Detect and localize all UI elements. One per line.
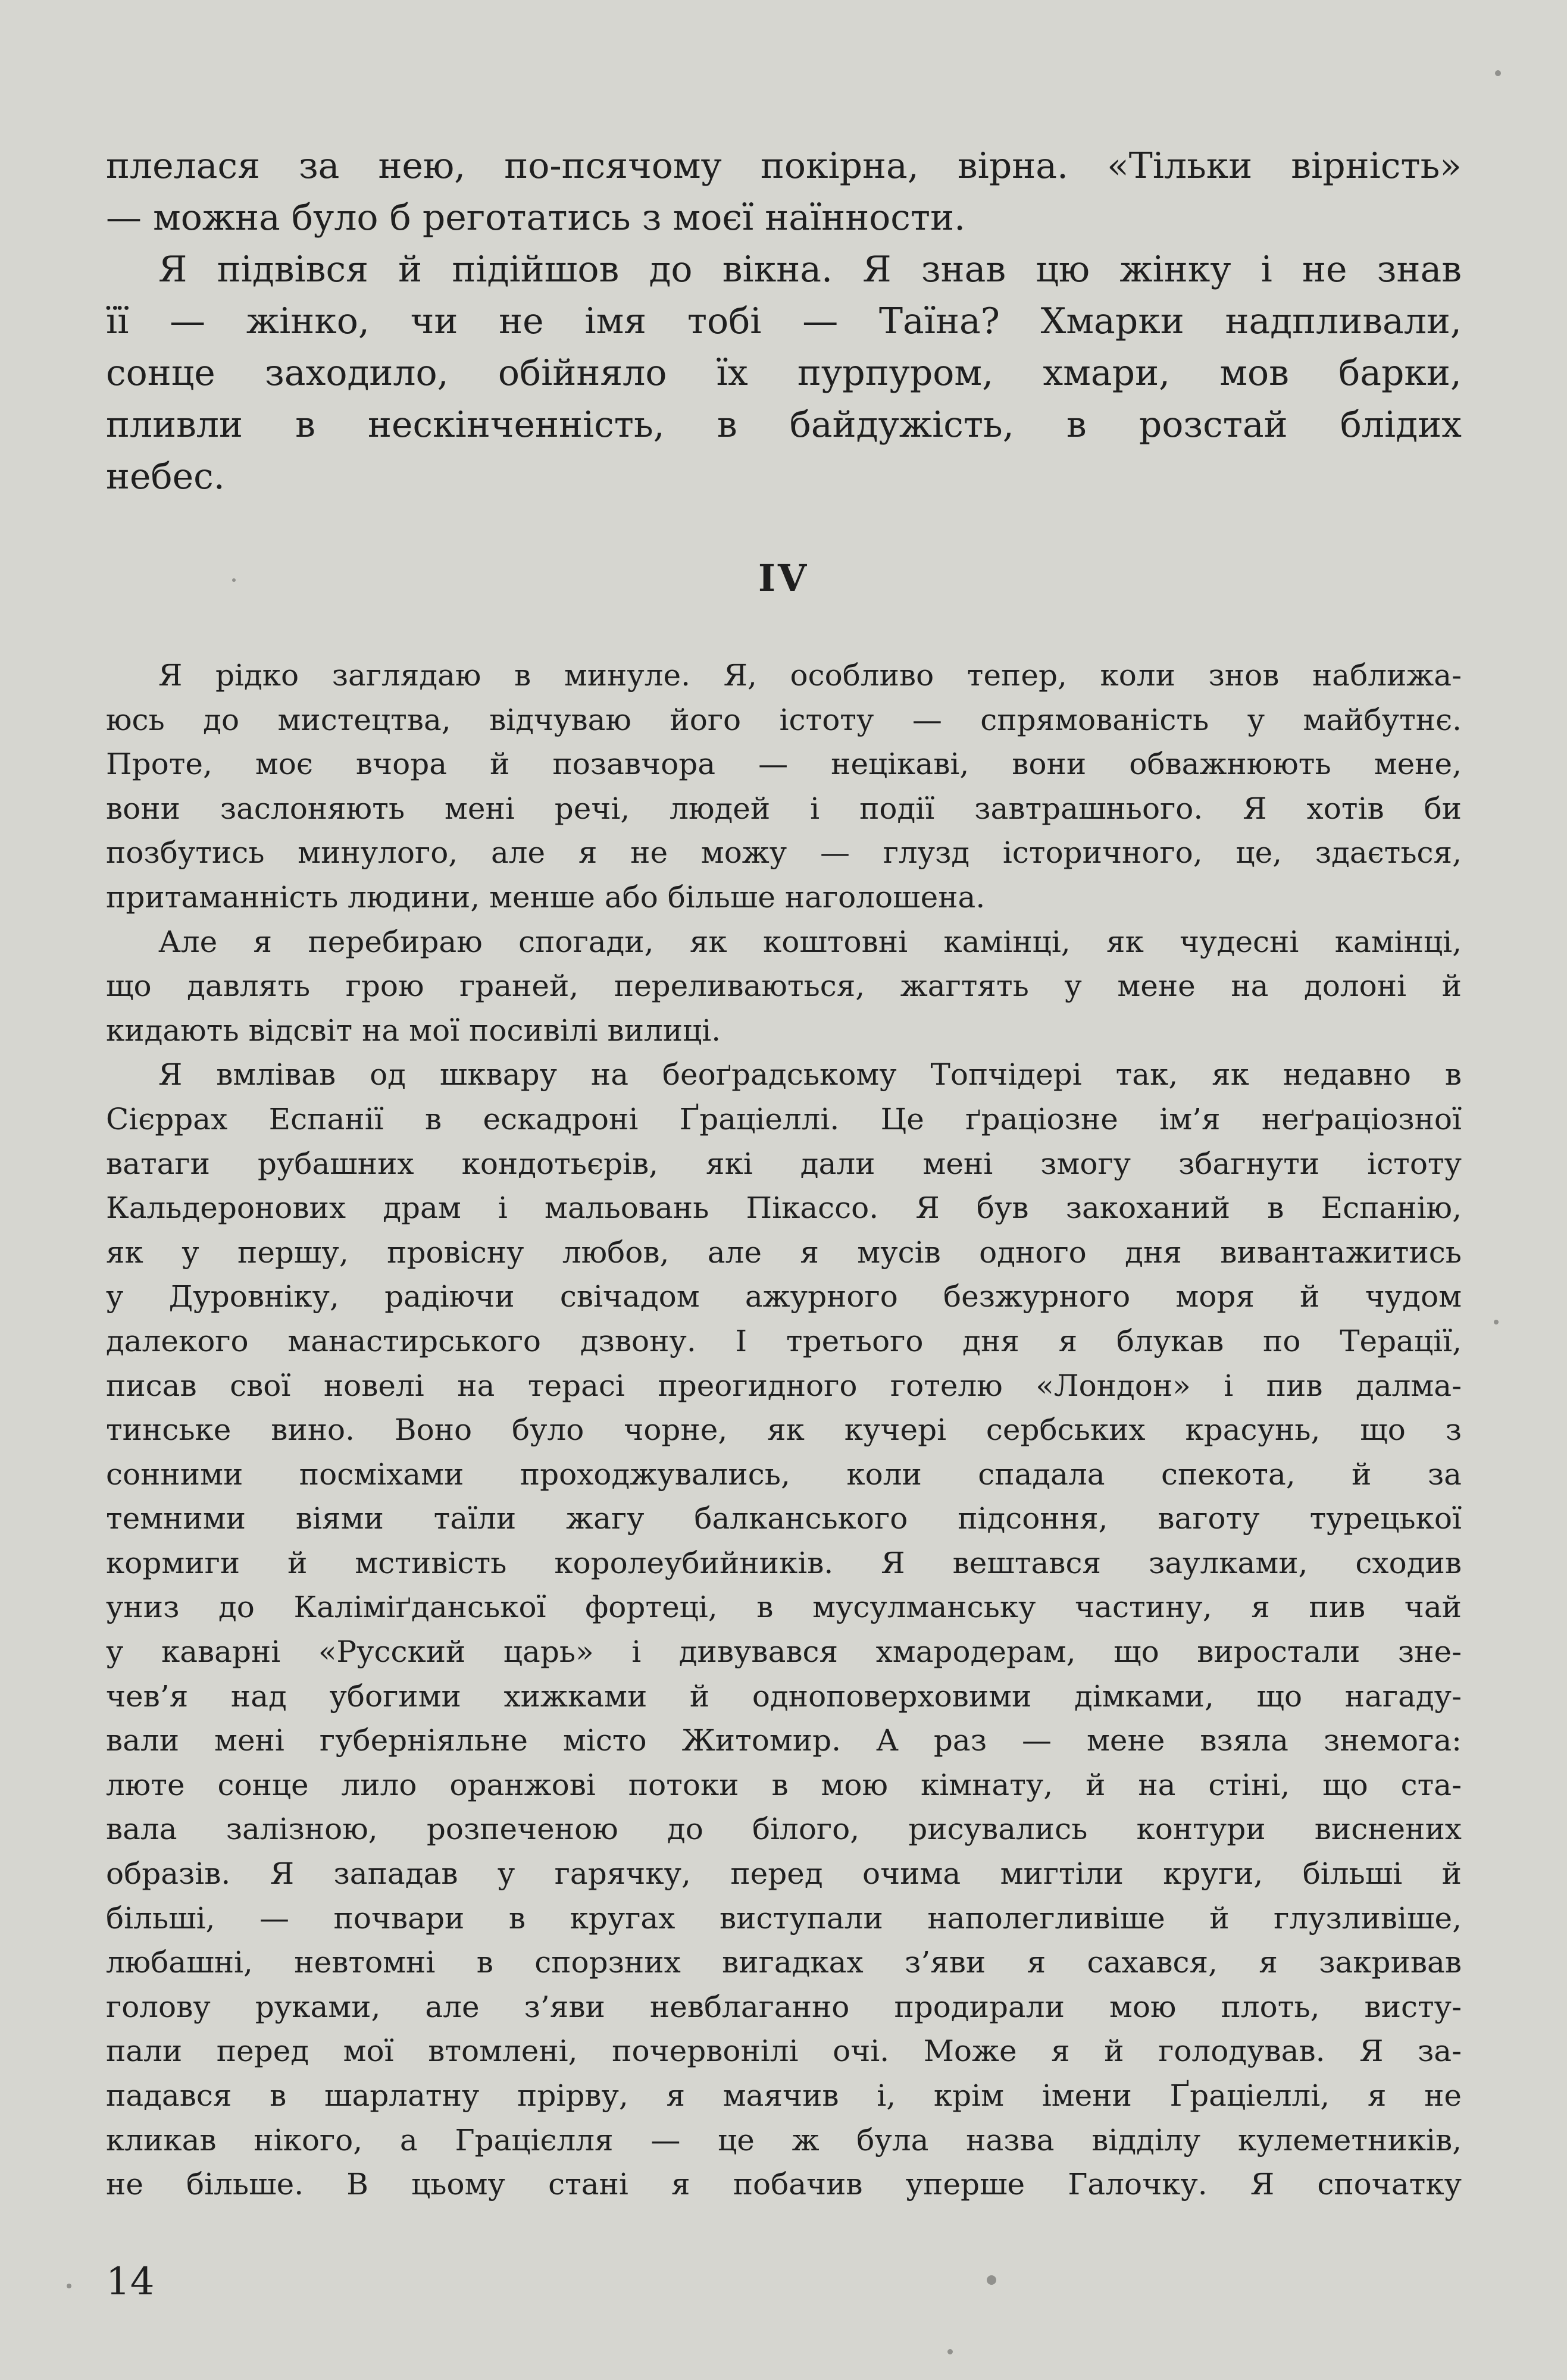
- text-line: вала залізною, розпеченою до білого, рисувались контури виснених: [106, 1812, 1462, 1847]
- text-line: сонце заходило, обійняло їх пурпуром, хмари, мов барки,: [106, 352, 1462, 394]
- section-body: [106, 653, 1462, 2207]
- text-line: ватаги рубашних кондотьєрів, які дали мені змогу збагнути істоту: [106, 1146, 1462, 1181]
- text-line: писав свої новелі на терасі преогидного готелю «Лондон» і пив далма-: [106, 1368, 1462, 1403]
- print-speck: [947, 2349, 953, 2354]
- text-line: пливли в нескінченність, в байдужість, в розстай блідих: [106, 404, 1462, 446]
- text-line: далекого манастирського дзвону. І третього дня я блукав по Терації,: [106, 1323, 1462, 1358]
- text-line: униз до Каліміґданської фортеці, в мусулманську частину, я пив чай: [106, 1590, 1462, 1625]
- text-line: голову руками, але з’яви невблаганно продирали мою плоть, висту-: [106, 1989, 1462, 2024]
- paragraph: [106, 140, 1462, 244]
- print-speck: [987, 2275, 996, 2285]
- text-line: небес.: [106, 456, 225, 497]
- text-line: — можна було б реготатись з моєї наїнности.: [106, 197, 966, 239]
- top-section: [106, 140, 1462, 503]
- text-line: юсь до мистецтва, відчуваю його істоту — спрямованість у майбутнє.: [106, 702, 1462, 737]
- paragraph: [106, 920, 1462, 1053]
- paragraph: [106, 1053, 1462, 2206]
- text-line: Я вмлівав од шквару на беоґрадському Топчідері так, як недавно в: [158, 1057, 1462, 1092]
- text-line: вони заслоняють мені речі, людей і події завтрашнього. Я хотів би: [106, 791, 1462, 826]
- text-line: темними віями таїли жагу балканського підсоння, ваготу турецької: [106, 1501, 1462, 1536]
- text-line: у каварні «Русский царь» і дивувався хмародерам, що виростали зне-: [106, 1634, 1462, 1670]
- text-line: її — жінко, чи не імя тобі — Таїна? Хмарки надпливали,: [106, 300, 1462, 342]
- paragraph: [106, 244, 1462, 503]
- print-speck: [1494, 1320, 1499, 1324]
- text-line: кидають відсвіт на мої посивілі вилиці.: [106, 1013, 721, 1048]
- print-speck: [232, 578, 236, 582]
- text-line: у Дуровніку, радіючи свічадом ажурного безжурного моря й чудом: [106, 1279, 1462, 1314]
- text-line: Я рідко заглядаю в минуле. Я, особливо тепер, коли знов наближа-: [158, 658, 1462, 693]
- text-line: позбутись минулого, але я не можу — глузд історичного, це, здається,: [106, 835, 1462, 870]
- text-line: пали перед мої втомлені, почервонілі очі. Може я й голодував. Я за-: [106, 2034, 1462, 2069]
- text-line: Проте, моє вчора й позавчора — нецікаві, вони обважнюють мене,: [106, 747, 1462, 782]
- text-line: притаманність людини, менше або більше наголошена.: [106, 879, 986, 915]
- text-line: кормиги й мстивість королеубийників. Я вештався заулками, сходив: [106, 1545, 1462, 1580]
- print-speck: [67, 2284, 71, 2288]
- text-line: падався в шарлатну прірву, я маячив і, крім імени Ґраціеллі, я не: [106, 2078, 1462, 2113]
- text-line: не більше. В цьому стані я побачив уперше Галочку. Я спочатку: [106, 2167, 1462, 2202]
- paragraph: [106, 653, 1462, 920]
- text-line: більші, — почвари в кругах виступали наполегливіше й глузливіше,: [106, 1900, 1462, 1936]
- page-number: 14: [106, 2260, 155, 2304]
- text-line: сонними посміхами проходжувались, коли спадала спекота, й за: [106, 1457, 1462, 1492]
- text-line: тинське вино. Воно було чорне, як кучері сербських красунь, що з: [106, 1413, 1462, 1448]
- text-line: любашні, невтомні в спорзних вигадках з’яви я сахався, я закривав: [106, 1945, 1462, 1980]
- text-line: образів. Я западав у гарячку, перед очима мигтіли круги, більші й: [106, 1856, 1462, 1892]
- text-line: Кальдеронових драм і мальовань Пікассо. Я був закоханий в Еспанію,: [106, 1191, 1462, 1226]
- text-line: Я підвівся й підійшов до вікна. Я знав цю жінку і не знав: [158, 249, 1462, 290]
- text-line: що давлять грою граней, переливаються, жагтять у мене на долоні й: [106, 969, 1462, 1004]
- text-line: як у першу, провісну любов, але я мусів одного дня вивантажитись: [106, 1235, 1462, 1270]
- text-line: люте сонце лило оранжові потоки в мою кімнату, й на стіні, що ста-: [106, 1767, 1462, 1802]
- text-line: чев’я над убогими хижками й одноповерховими дімками, що нагаду-: [106, 1678, 1462, 1714]
- section-heading: IV: [758, 556, 809, 600]
- text-line: Але я перебираю спогади, як коштовні камінці, як чудесні камінці,: [158, 924, 1462, 959]
- text-line: Сієррах Еспанії в ескадроні Ґраціеллі. Це ґраціозне ім’я неґраціозної: [106, 1101, 1462, 1136]
- print-speck: [1495, 70, 1501, 76]
- text-line: кликав нікого, а Грацієлля — це ж була назва відділу кулеметників,: [106, 2122, 1462, 2157]
- text-line: вали мені губерніяльне місто Житомир. А раз — мене взяла знемога:: [106, 1723, 1462, 1758]
- text-line: плелася за нею, по-псячому покірна, вірна. «Тільки вірність»: [106, 145, 1462, 187]
